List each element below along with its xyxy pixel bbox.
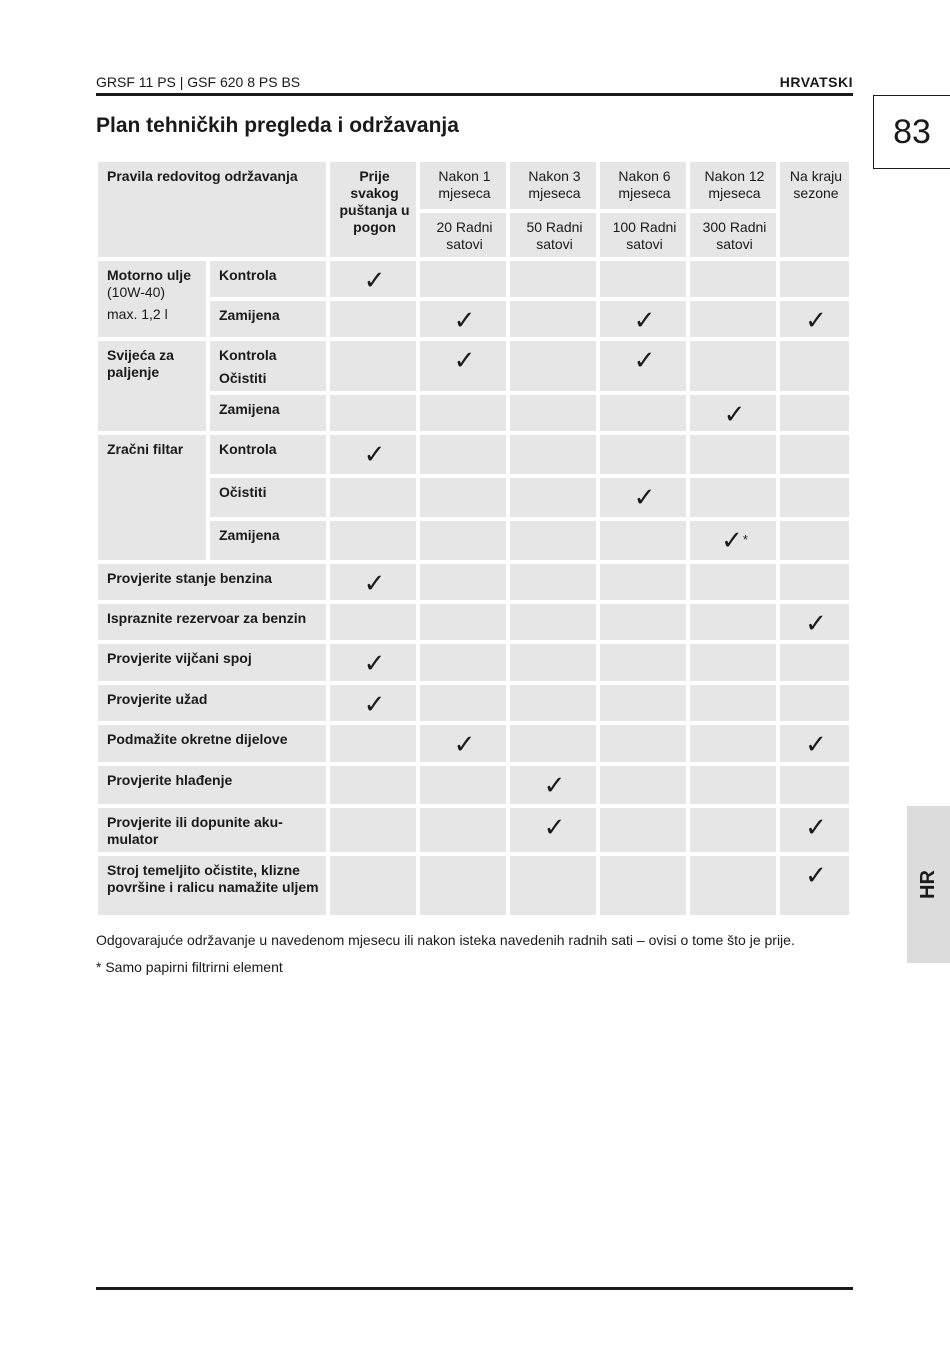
empty-cell	[690, 435, 776, 474]
empty-cell	[780, 564, 849, 600]
empty-cell	[600, 564, 686, 600]
month1-header: Nakon 1 mjeseca	[420, 162, 506, 209]
task-label: Provjerite stanje benzina	[98, 564, 326, 600]
hours100-header: 100 Radni satovi	[600, 213, 686, 257]
check-mark: ✓	[721, 525, 743, 555]
empty-cell	[510, 856, 596, 915]
table-row	[98, 604, 849, 640]
empty-cell	[780, 685, 849, 721]
empty-cell	[600, 766, 686, 804]
table-row	[98, 808, 849, 852]
table-row	[98, 856, 849, 915]
task-label: Provjerite vijčani spoj	[98, 644, 326, 681]
empty-cell	[690, 564, 776, 600]
table-row	[98, 341, 849, 391]
empty-cell	[510, 261, 596, 297]
empty-cell	[420, 395, 506, 431]
check-mark: ✓	[780, 604, 849, 640]
check-mark: ✓	[600, 301, 686, 337]
empty-cell	[330, 521, 416, 560]
table-row	[98, 478, 849, 517]
empty-cell	[420, 644, 506, 681]
header-language: HRVATSKI	[779, 74, 853, 90]
oil-capacity: max. 1,2 l	[107, 306, 168, 322]
oil-label: Motorno ulje	[107, 267, 191, 283]
empty-cell	[780, 341, 849, 391]
check-mark: ✓	[780, 725, 849, 762]
empty-cell	[510, 435, 596, 474]
check-mark: ✓	[780, 301, 849, 337]
check-mark: ✓	[600, 341, 686, 391]
action-label: Zamijena	[210, 395, 326, 431]
action-label: Zamijena	[210, 521, 326, 560]
table-row	[98, 725, 849, 762]
footnote-star: * Samo papirni filtrirni element	[96, 959, 283, 975]
empty-cell	[690, 766, 776, 804]
empty-cell	[420, 435, 506, 474]
task-label: Ispraznite rezervoar za benzin	[98, 604, 326, 640]
empty-cell	[780, 435, 849, 474]
empty-cell	[330, 766, 416, 804]
empty-cell	[330, 301, 416, 337]
empty-cell	[690, 478, 776, 517]
rules-header: Pravila redovitog održavanja	[98, 162, 326, 257]
check-mark: ✓	[330, 564, 416, 600]
empty-cell	[600, 725, 686, 762]
check-mark: ✓	[420, 341, 506, 391]
task-label: Stroj temeljito očistite, klizne površine i ralicu namažite uljem	[98, 856, 326, 915]
empty-cell	[510, 395, 596, 431]
empty-cell	[420, 856, 506, 915]
empty-cell	[330, 725, 416, 762]
task-label: Provjerite hlađenje	[98, 766, 326, 804]
action-label: Kontrola	[210, 261, 326, 297]
table-row	[98, 644, 849, 681]
table-row	[98, 521, 849, 560]
empty-cell	[690, 341, 776, 391]
footnote-marker: *	[742, 532, 748, 547]
empty-cell	[600, 808, 686, 852]
empty-cell	[690, 685, 776, 721]
table-row	[98, 301, 849, 337]
table-row	[98, 685, 849, 721]
month6-header: Nakon 6 mjeseca	[600, 162, 686, 209]
empty-cell	[690, 261, 776, 297]
before-start-header: Prije svakog puštanja u pogon	[330, 162, 416, 257]
check-mark: ✓	[420, 725, 506, 762]
empty-cell	[330, 604, 416, 640]
empty-cell	[510, 725, 596, 762]
header-rule	[96, 93, 853, 96]
task-label: Provjerite užad	[98, 685, 326, 721]
month12-header: Nakon 12 mjeseca	[690, 162, 776, 209]
empty-cell	[510, 341, 596, 391]
maintenance-table	[94, 158, 853, 919]
check-mark: ✓	[420, 301, 506, 337]
empty-cell	[420, 261, 506, 297]
check-mark: ✓	[510, 808, 596, 852]
check-mark: ✓	[330, 435, 416, 474]
empty-cell	[330, 856, 416, 915]
empty-cell	[780, 766, 849, 804]
empty-cell	[600, 395, 686, 431]
table-row	[98, 261, 849, 297]
empty-cell	[600, 856, 686, 915]
empty-cell	[780, 478, 849, 517]
table-row	[98, 435, 849, 474]
empty-cell	[600, 435, 686, 474]
table-row	[98, 564, 849, 600]
empty-cell	[510, 644, 596, 681]
month3-header: Nakon 3 mjeseca	[510, 162, 596, 209]
check-mark-with-note	[690, 521, 776, 560]
empty-cell	[690, 808, 776, 852]
empty-cell	[510, 478, 596, 517]
empty-cell	[780, 644, 849, 681]
action-label	[210, 341, 326, 391]
empty-cell	[510, 564, 596, 600]
empty-cell	[510, 604, 596, 640]
season-end-header: Na kraju sezone	[780, 162, 849, 257]
footnote-main: Odgovarajuće održavanje u navedenom mjesecu ili nakon isteka navedenih radnih sati – ovisi o tome što je prije.	[96, 932, 795, 948]
task-label: Provjerite ili dopunite aku-mulator	[98, 808, 326, 852]
action-clean: Očistiti	[219, 370, 267, 386]
header-row	[98, 162, 849, 209]
empty-cell	[420, 808, 506, 852]
hours300-header: 300 Radni satovi	[690, 213, 776, 257]
page-title: Plan tehničkih pregleda i održavanja	[96, 114, 459, 137]
empty-cell	[330, 395, 416, 431]
empty-cell	[600, 644, 686, 681]
empty-cell	[330, 341, 416, 391]
empty-cell	[420, 478, 506, 517]
check-mark: ✓	[330, 261, 416, 297]
table-row	[98, 395, 849, 431]
oil-spec: (10W-40)	[107, 284, 166, 300]
task-label: Podmažite okretne dijelove	[98, 725, 326, 762]
empty-cell	[690, 644, 776, 681]
language-tab	[907, 806, 950, 963]
empty-cell	[600, 261, 686, 297]
empty-cell	[420, 564, 506, 600]
empty-cell	[780, 395, 849, 431]
footer-rule	[96, 1287, 853, 1290]
action-control: Kontrola	[219, 347, 277, 363]
action-label: Kontrola	[210, 435, 326, 474]
check-mark: ✓	[780, 856, 849, 915]
page-number: 83	[873, 95, 950, 169]
empty-cell	[780, 261, 849, 297]
empty-cell	[600, 521, 686, 560]
empty-cell	[690, 301, 776, 337]
language-tab-label: HR	[916, 870, 939, 899]
check-mark: ✓	[330, 644, 416, 681]
action-label: Zamijena	[210, 301, 326, 337]
empty-cell	[510, 685, 596, 721]
empty-cell	[420, 685, 506, 721]
hours50-header: 50 Radni satovi	[510, 213, 596, 257]
hours20-header: 20 Radni satovi	[420, 213, 506, 257]
check-mark: ✓	[510, 766, 596, 804]
empty-cell	[420, 766, 506, 804]
empty-cell	[510, 521, 596, 560]
empty-cell	[420, 521, 506, 560]
check-mark: ✓	[600, 478, 686, 517]
table-row	[98, 766, 849, 804]
header-model: GRSF 11 PS | GSF 620 8 PS BS	[96, 74, 301, 90]
empty-cell	[690, 856, 776, 915]
check-mark: ✓	[690, 395, 776, 431]
empty-cell	[780, 521, 849, 560]
empty-cell	[600, 685, 686, 721]
empty-cell	[330, 808, 416, 852]
empty-cell	[690, 725, 776, 762]
empty-cell	[420, 604, 506, 640]
action-label: Očistiti	[210, 478, 326, 517]
check-mark: ✓	[330, 685, 416, 721]
oil-group-cell	[98, 261, 206, 337]
air-filter-label: Zračni filtar	[98, 435, 206, 560]
empty-cell	[690, 604, 776, 640]
spark-plug-label: Svijeća za paljenje	[98, 341, 206, 431]
empty-cell	[510, 301, 596, 337]
check-mark: ✓	[780, 808, 849, 852]
empty-cell	[330, 478, 416, 517]
empty-cell	[600, 604, 686, 640]
